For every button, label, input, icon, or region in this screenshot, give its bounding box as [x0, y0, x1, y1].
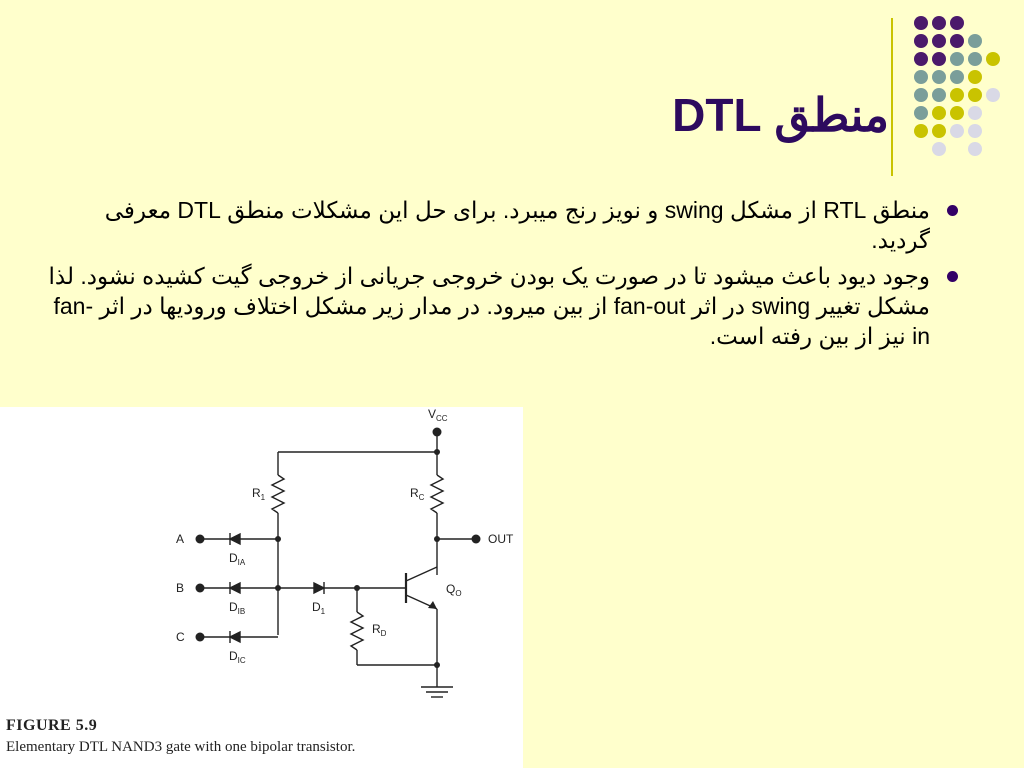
dot — [914, 52, 928, 66]
rd-label: $R_D$ — [372, 622, 387, 638]
dot — [968, 52, 982, 66]
dot — [914, 124, 928, 138]
dot — [986, 52, 1000, 66]
dib-label: $D_{IB}$ — [229, 600, 246, 616]
dot — [986, 88, 1000, 102]
dot — [968, 106, 982, 120]
circuit-figure — [0, 407, 523, 768]
dot — [914, 88, 928, 102]
bullet-icon — [947, 205, 958, 216]
bullet-text: منطق RTL از مشکل swing و نویز رنج میبرد. برای حل این مشکلات منطق DTL معرفی گردید. — [104, 197, 930, 253]
dot — [914, 106, 928, 120]
dot — [932, 52, 946, 66]
dot — [932, 34, 946, 48]
dot — [950, 88, 964, 102]
dot — [950, 106, 964, 120]
input-a-label: A — [176, 532, 185, 546]
dot — [932, 88, 946, 102]
dot — [968, 124, 982, 138]
dtl-nand3-schematic — [0, 407, 523, 717]
bullet-item — [40, 261, 970, 351]
dot — [932, 142, 946, 156]
input-c-label: C — [176, 630, 185, 644]
rc-label: $R_C$ — [410, 486, 425, 502]
title-divider — [891, 18, 893, 176]
bullet-icon — [947, 271, 958, 282]
dot — [914, 34, 928, 48]
figure-caption: Elementary DTL NAND3 gate with one bipolar transistor. — [6, 739, 356, 755]
dia-label: $D_{IA}$ — [229, 551, 246, 567]
dot — [950, 16, 964, 30]
dot — [950, 70, 964, 84]
dot — [932, 70, 946, 84]
bullet-text: وجود دیود باعث میشود تا در صورت یک بودن خروجی جریانی از خروجی گیت کشیده نشود. لذا مشکل تغییر swing در اثر fan-out از بین میرود. در مدار زیر مشکل اختلاف ورودیها در اثر fan-in نیز از بین رفته است. — [48, 263, 930, 349]
dot — [932, 124, 946, 138]
dot — [968, 34, 982, 48]
dot — [914, 70, 928, 84]
bullet-list — [40, 195, 970, 357]
dot — [950, 124, 964, 138]
bullet-item — [40, 195, 970, 255]
d1-label: $D_1$ — [312, 600, 326, 616]
dot — [968, 70, 982, 84]
vcc-label: $V_{CC}$ — [428, 407, 448, 423]
dot — [950, 34, 964, 48]
dot — [932, 106, 946, 120]
dot — [968, 142, 982, 156]
dic-label: $D_{IC}$ — [229, 649, 246, 665]
dot — [968, 88, 982, 102]
figure-number: FIGURE 5.9 — [6, 717, 98, 734]
out-label: OUT — [488, 532, 514, 546]
dot — [914, 16, 928, 30]
dot — [932, 16, 946, 30]
slide-title: منطق DTL — [672, 89, 889, 141]
input-b-label: B — [176, 581, 185, 595]
dot — [950, 52, 964, 66]
r1-label: $R_1$ — [252, 486, 266, 502]
q0-label: $Q_O$ — [446, 582, 462, 598]
